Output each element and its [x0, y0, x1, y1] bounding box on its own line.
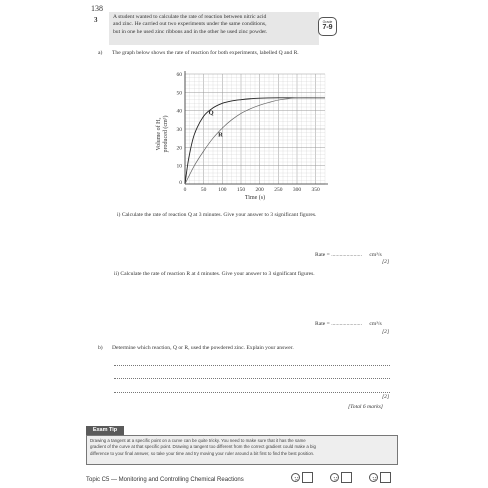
y-tick-label: 60: [176, 72, 182, 78]
reaction-rate-graph: [150, 66, 340, 206]
question-intro-line: but in one he used zinc ribbons and in the other he used zinc powder.: [113, 28, 268, 35]
y-tick-label: 30: [176, 127, 182, 133]
x-tick-label: 350: [311, 187, 320, 193]
question-intro: [109, 12, 319, 45]
answer-writing-line[interactable]: [114, 392, 390, 393]
x-tick-label: 250: [274, 187, 283, 193]
question-intro-line: A student wanted to calculate the rate of reaction between nitric acid: [113, 14, 267, 20]
answer-writing-line[interactable]: [114, 378, 390, 379]
y-axis-label: Volume of H₂: [156, 117, 162, 151]
rate-unit: cm³/s: [369, 321, 382, 327]
answer-line-ii[interactable]: [315, 321, 382, 327]
confidence-tickbox-high[interactable]: [380, 472, 391, 483]
marks-i: [2]: [382, 259, 390, 265]
page-number: 138: [91, 4, 103, 13]
x-tick-label: 0: [183, 187, 187, 193]
x-tick-label: 150: [236, 187, 246, 193]
series-label-q: Q: [208, 109, 214, 117]
exam-tip-title: Exam Tip: [86, 426, 124, 435]
series-label-r: R: [218, 131, 223, 139]
graph-grid: [185, 74, 325, 184]
exam-tip-box: [86, 435, 398, 465]
marks-b: [2]: [382, 394, 390, 400]
grade-badge-value: 7-9: [322, 24, 333, 31]
confidence-tickbox-medium[interactable]: [341, 472, 352, 483]
x-tick-label: 100: [218, 187, 227, 193]
part-a-label: a): [98, 50, 103, 56]
footer-topic: Topic C5 — Monitoring and Controlling Chemical Reactions: [86, 477, 244, 483]
marks-ii: [2]: [382, 329, 390, 335]
confidence-tickbox-low[interactable]: [302, 472, 313, 483]
rate-unit: cm³/s: [369, 252, 382, 258]
sub-question-i-text: i) Calculate the rate of reaction Q at 3 minutes. Give your answer to 3 significant figures.: [117, 212, 317, 218]
sad-face-icon: [291, 473, 300, 482]
exam-tip-line: gradient of the curve at that specific point. Drawing a tangent too different from the correct gradient could make a big: [90, 444, 316, 450]
part-b-label: b): [98, 345, 103, 351]
y-axis-label: produced (cm³): [163, 115, 169, 153]
part-a-text: The graph below shows the rate of reaction for both experiments, labelled Q and R.: [112, 50, 299, 56]
grade-badge-label: Grade: [322, 20, 333, 24]
neutral-face-icon: [330, 473, 339, 482]
answer-writing-line[interactable]: [114, 365, 390, 366]
x-axis-label: Time (s): [244, 195, 266, 201]
answer-line-i[interactable]: [315, 252, 382, 258]
question-intro-line: and zinc. He carried out two experiments under the same conditions,: [113, 21, 267, 28]
part-b-text: Determine which reaction, Q or R, used the powdered zinc. Explain your answer.: [112, 345, 294, 351]
y-tick-label: 40: [176, 108, 182, 115]
grade-badge: [318, 17, 337, 36]
y-tick-label: 50: [176, 90, 182, 97]
rate-answer-prefix: Rate = ......................: [315, 321, 362, 327]
exam-tip-line: Drawing a tangent at a specific point on a curve can be quite tricky. You need to make sure that it has the same: [90, 438, 306, 443]
exam-tip-line: difference to your final answer, so take your time and try moving your ruler around a bit first to find the best position.: [90, 450, 315, 456]
x-tick-label: 50: [200, 187, 207, 193]
x-tick-label: 300: [292, 187, 302, 193]
x-tick-label: 200: [255, 187, 264, 193]
rate-answer-prefix: Rate = ......................: [315, 252, 362, 258]
y-tick-label: 10: [176, 163, 182, 170]
y-tick-label: 20: [176, 145, 182, 152]
total-marks: [Total 6 marks]: [348, 404, 383, 410]
happy-face-icon: [369, 473, 378, 482]
sub-question-ii-text: ii) Calculate the rate of reaction R at 4 minutes. Give your answer to 3 significant figures.: [114, 271, 315, 277]
y-tick-label: 0: [179, 180, 182, 186]
question-number: 3: [94, 16, 98, 24]
